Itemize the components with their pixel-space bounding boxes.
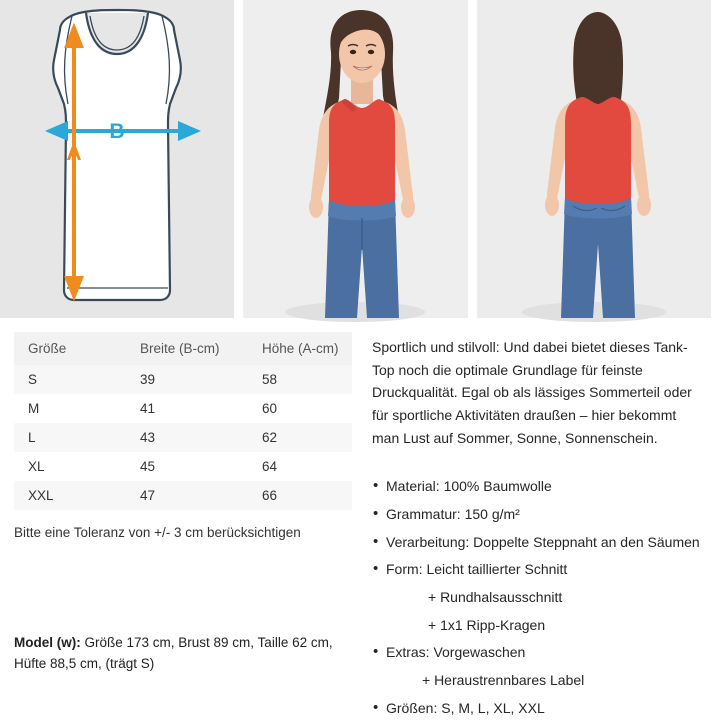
table-row (14, 423, 352, 452)
cell-width: 41 (140, 401, 156, 416)
cell-width: 47 (140, 488, 156, 503)
list-item: + Rundhalsausschnitt (428, 589, 563, 606)
table-row (14, 365, 352, 394)
cell-height: 60 (262, 401, 278, 416)
cell-size: M (28, 401, 40, 416)
list-item: • Größen: S, M, L, XL, XXL (372, 697, 706, 720)
model-front-photo (243, 0, 468, 318)
list-item: • Material: 100% Baumwolle (372, 475, 706, 498)
cell-height: 58 (262, 372, 278, 387)
model-measurements: Größe 173 cm, Brust 89 cm, Taille 62 cm, Hüfte 88,5 cm, (trägt S) (14, 635, 333, 672)
cell-height: 62 (262, 430, 278, 445)
model-measurements-note (14, 633, 354, 675)
table-row (14, 481, 352, 510)
table-row (14, 394, 352, 423)
table-header-height: Höhe (A-cm) (248, 332, 352, 365)
cell-width: 45 (140, 459, 156, 474)
table-header-width: Breite (B-cm) (126, 332, 248, 365)
list-item: • Verarbeitung: Doppelte Steppnaht an den Säumen (372, 531, 706, 554)
product-image-row (0, 0, 720, 318)
cell-size: XL (28, 459, 45, 474)
list-item: • Form: Leicht taillierter Schnitt (372, 558, 706, 581)
cell-width: 39 (140, 372, 156, 387)
description-column (352, 318, 720, 724)
product-description: Sportlich und stilvoll: Und dabei bietet dieses Tank-Top noch die optimale Grundlage für feinste Druckqualität. Egal ob als lässiges Sommerteil oder für sportliche Aktivitäten draußen – hier bekommt man Lust auf Sommer, Sonne, Sonnenschein. (372, 339, 692, 446)
dimension-label-b: B (109, 120, 125, 143)
list-item: + 1x1 Ripp-Kragen (428, 616, 546, 633)
cell-height: 66 (262, 488, 278, 503)
cell-height: 64 (262, 459, 278, 474)
dimension-label-a: A (66, 142, 82, 165)
list-item: • Extras: Vorgewaschen (372, 641, 706, 664)
model-label: Model (w): (14, 635, 81, 651)
feature-list (372, 475, 706, 719)
table-header-size: Größe (14, 332, 126, 365)
tolerance-note: Bitte eine Toleranz von +/- 3 cm berücksichtigen (14, 525, 301, 540)
list-item: + Heraustrennbares Label (422, 672, 585, 689)
size-table (14, 332, 352, 510)
cell-size: L (28, 430, 36, 445)
list-item: • Grammatur: 150 g/m² (372, 503, 706, 526)
cell-width: 43 (140, 430, 156, 445)
tank-top-outline-icon (0, 0, 234, 318)
model-back-photo (477, 0, 711, 318)
table-row (14, 452, 352, 481)
model-front-image[interactable] (243, 0, 468, 318)
cell-size: S (28, 372, 38, 387)
cell-size: XXL (28, 488, 54, 503)
model-back-image[interactable] (477, 0, 711, 318)
measurement-diagram-image[interactable] (0, 0, 234, 318)
table-header-row (14, 332, 352, 365)
